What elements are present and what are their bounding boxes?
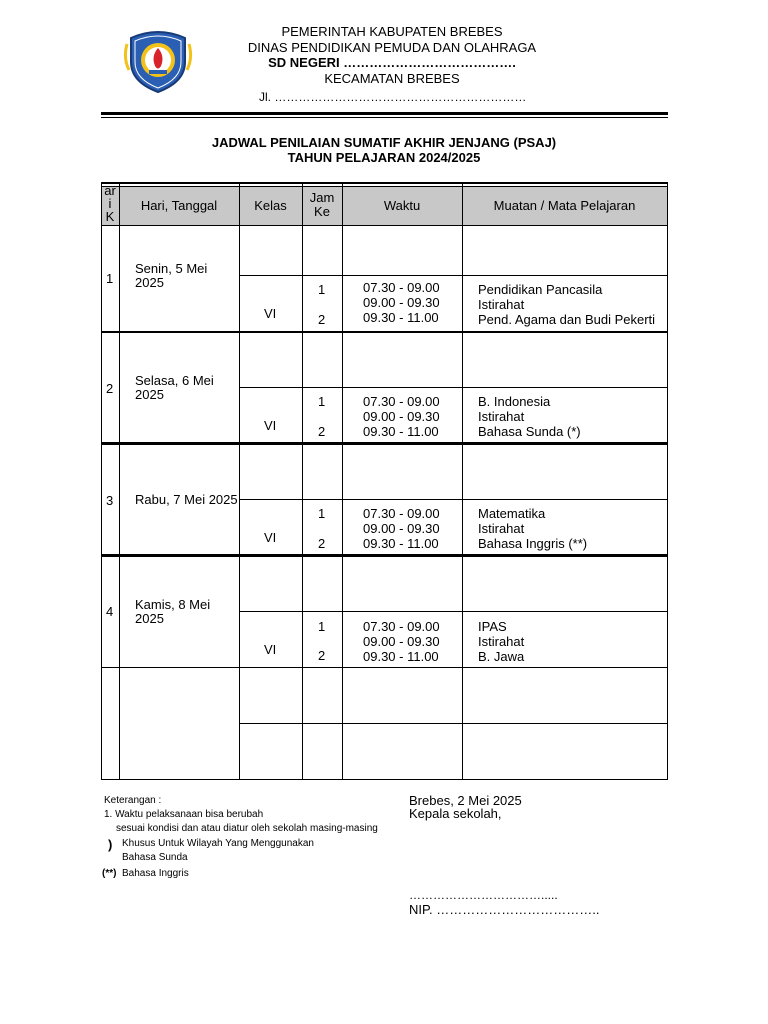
col-line-5 [462,182,463,780]
row-jam-2: 2 [318,536,326,551]
row-class: VI [264,418,277,433]
row-jam-1: 1 [318,394,326,409]
government-name: PEMERINTAH KABUPATEN BREBES [281,24,503,39]
table-bottom-border [101,779,668,780]
row-class: VI [264,306,277,321]
header-no: ar i K [104,183,116,224]
row-jam-1: 1 [318,619,326,634]
row-day: Selasa, 6 Mei 2025 [135,373,214,402]
row-jam-2: 2 [318,312,326,327]
row3-split [239,499,668,500]
header-subject: Muatan / Mata Pelajaran [493,198,636,213]
note-1: 1. Waktu pelaksanaan bisa berubah [104,809,264,820]
row5-split [239,723,668,724]
col-line-1 [119,182,120,780]
row-no: 4 [106,604,114,619]
row2-split [239,387,668,388]
row-subjects: IPAS Istirahat B. Jawa [478,619,525,664]
header-time: Waktu [383,198,421,213]
note-3: Bahasa Inggris [122,868,189,879]
row-no: 3 [106,493,114,508]
header-rule-thin [101,117,668,118]
header-class: Kelas [254,198,287,213]
note-mark-inggris: (**) [102,868,117,879]
row-subjects: Pendidikan Pancasila Istirahat Pend. Agama dan Budi Pekerti [478,282,656,327]
row4-split [239,611,668,612]
school-name: SD NEGERI …………………………………. [268,55,516,70]
row2-bottom [101,442,668,445]
row4-bottom [101,667,668,668]
row-subjects: B. Indonesia Istirahat Bahasa Sunda (*) [478,394,581,439]
note-2-cont: Bahasa Sunda [122,852,188,863]
signature-nip: NIP. ……………………………….. [409,902,600,917]
row-no: 2 [106,381,114,396]
row-class: VI [264,530,277,545]
signature-place-date: Brebes, 2 Mei 2025 [409,793,522,808]
row-jam-2: 2 [318,648,326,663]
row-class: VI [264,642,277,657]
row-times: 07.30 - 09.00 09.00 - 09.30 09.30 - 11.00 [363,506,440,551]
signature-role: Kepala sekolah, [409,806,502,821]
row-times: 07.30 - 09.00 09.00 - 09.30 09.30 - 11.00 [363,394,440,439]
header-day: Hari, Tanggal [140,198,218,213]
col-line-2 [239,182,240,780]
row-no: 1 [106,271,114,286]
header-bottom-border [101,225,668,226]
note-mark-sunda: ) [108,837,113,852]
row-times: 07.30 - 09.00 09.00 - 09.30 09.30 - 11.00 [363,619,440,664]
row-day: Senin, 5 Mei 2025 [135,261,208,290]
note-2: Khusus Untuk Wilayah Yang Menggunakan [122,838,314,849]
school-address: Jl. ……………………………………………………… [259,90,527,104]
notes-heading: Keterangan : [104,795,162,806]
row-subjects: Matematika Istirahat Bahasa Inggris (**) [478,506,588,551]
document-title: JADWAL PENILAIAN SUMATIF AKHIR JENJANG (PSAJ) [211,135,557,150]
table-top-border-2 [101,186,668,187]
row-times: 07.30 - 09.00 09.00 - 09.30 09.30 - 11.00 [363,280,440,325]
signature-name-line: ……………………………..... [409,888,558,902]
note-1-cont: sesuai kondisi dan atau diatur oleh sekolah masing-masing [116,823,378,834]
row1-bottom [101,331,668,333]
row3-bottom [101,554,668,557]
row-jam-2: 2 [318,424,326,439]
row-jam-1: 1 [318,506,326,521]
row-jam-1: 1 [318,282,326,297]
header-jam: Jam Ke [309,190,335,219]
row-day: Kamis, 8 Mei 2025 [135,597,211,626]
school-year: TAHUN PELAJARAN 2024/2025 [287,150,481,165]
col-line-3 [302,182,303,780]
col-line-6 [667,182,668,780]
row1-split [239,275,668,276]
header-rule-thick [101,112,668,115]
table-top-border [101,182,668,184]
district-name: KECAMATAN BREBES [324,71,460,86]
department-name: DINAS PENDIDIKAN PEMUDA DAN OLAHRAGA [247,40,537,55]
row-day: Rabu, 7 Mei 2025 [135,492,238,507]
col-line-4 [342,182,343,780]
col-line-0 [101,182,102,780]
